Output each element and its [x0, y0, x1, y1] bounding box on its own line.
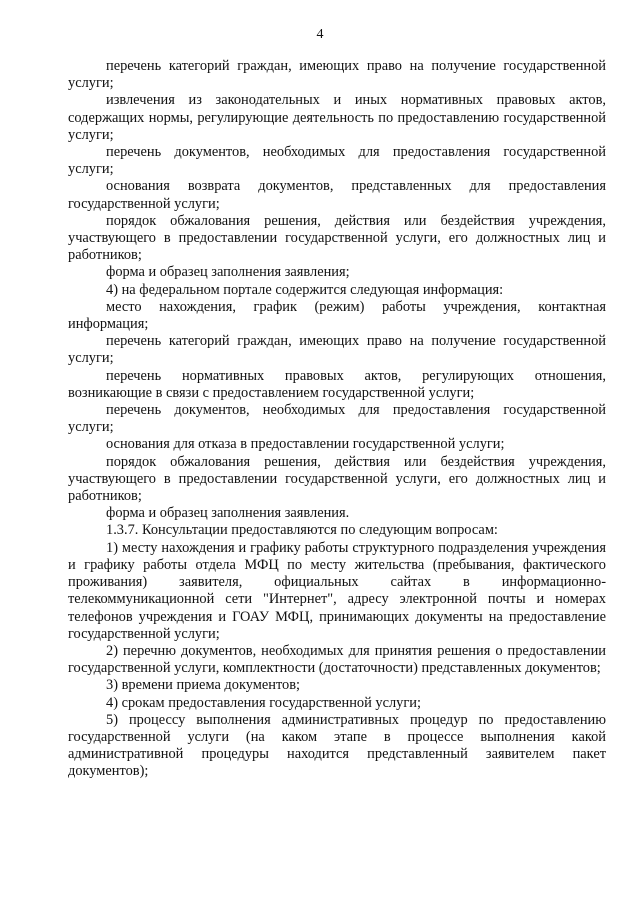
paragraph: извлечения из законодательных и иных нормативных правовых актов, содержащих нормы, регулирующие деятельность по предоставлению государственной услуги; [68, 92, 606, 143]
paragraph: 1) месту нахождения и графику работы структурного подразделения учреждения и графику работы отдела МФЦ по месту жительства (пребывания, фактического проживания) заявителя, официальных сайтах в информационно-телекоммуникационной сети "Интернет", адресу электронной почты и номерах телефонов учреждения и ГОАУ МФЦ, принимающих документы на предоставление государственной услуги; [68, 539, 606, 642]
paragraph: перечень документов, необходимых для предоставления государственной услуги; [68, 402, 606, 436]
paragraph: 4) срокам предоставления государственной услуги; [106, 694, 421, 711]
paragraph: перечень категорий граждан, имеющих право на получение государственной услуги; [68, 333, 606, 367]
paragraph: перечень категорий граждан, имеющих право на получение государственной услуги; [68, 58, 606, 92]
paragraph: порядок обжалования решения, действия или бездействия учреждения, участвующего в предоставлении государственной услуги, его должностных лиц и работников; [68, 212, 606, 264]
paragraph: 4) на федеральном портале содержится следующая информация: [106, 281, 504, 298]
paragraph: перечень нормативных правовых актов, регулирующих отношения, возникающие в связи с предоставлением государственной услуги; [68, 367, 606, 401]
paragraph: перечень документов, необходимых для предоставления государственной услуги; [68, 144, 606, 178]
paragraph: форма и образец заполнения заявления; [106, 264, 350, 281]
page-number: 4 [316, 27, 324, 42]
paragraph: основания для отказа в предоставлении государственной услуги; [106, 436, 505, 453]
document-body [68, 58, 606, 781]
paragraph: порядок обжалования решения, действия или бездействия учреждения, участвующего в предоставлении государственной услуги, его должностных лиц и работников; [68, 453, 606, 505]
paragraph: 1.3.7. Консультации предоставляются по следующим вопросам: [106, 522, 498, 539]
paragraph: место нахождения, график (режим) работы учреждения, контактная информация; [68, 298, 606, 333]
paragraph: основания возврата документов, представленных для предоставления государственной услуги; [68, 178, 606, 212]
paragraph: 2) перечню документов, необходимых для принятия решения о предоставлении государственной услуги, комплектности (достаточности) представленных документов; [68, 642, 606, 677]
paragraph: форма и образец заполнения заявления. [106, 505, 350, 522]
paragraph: 5) процессу выполнения административных процедур по предоставлению государственной услуги (на каком этапе в процессе выполнения какой административной процедуры находится представленный заявителем пакет документов); [68, 711, 606, 780]
paragraph: 3) времени приема документов; [106, 677, 301, 694]
